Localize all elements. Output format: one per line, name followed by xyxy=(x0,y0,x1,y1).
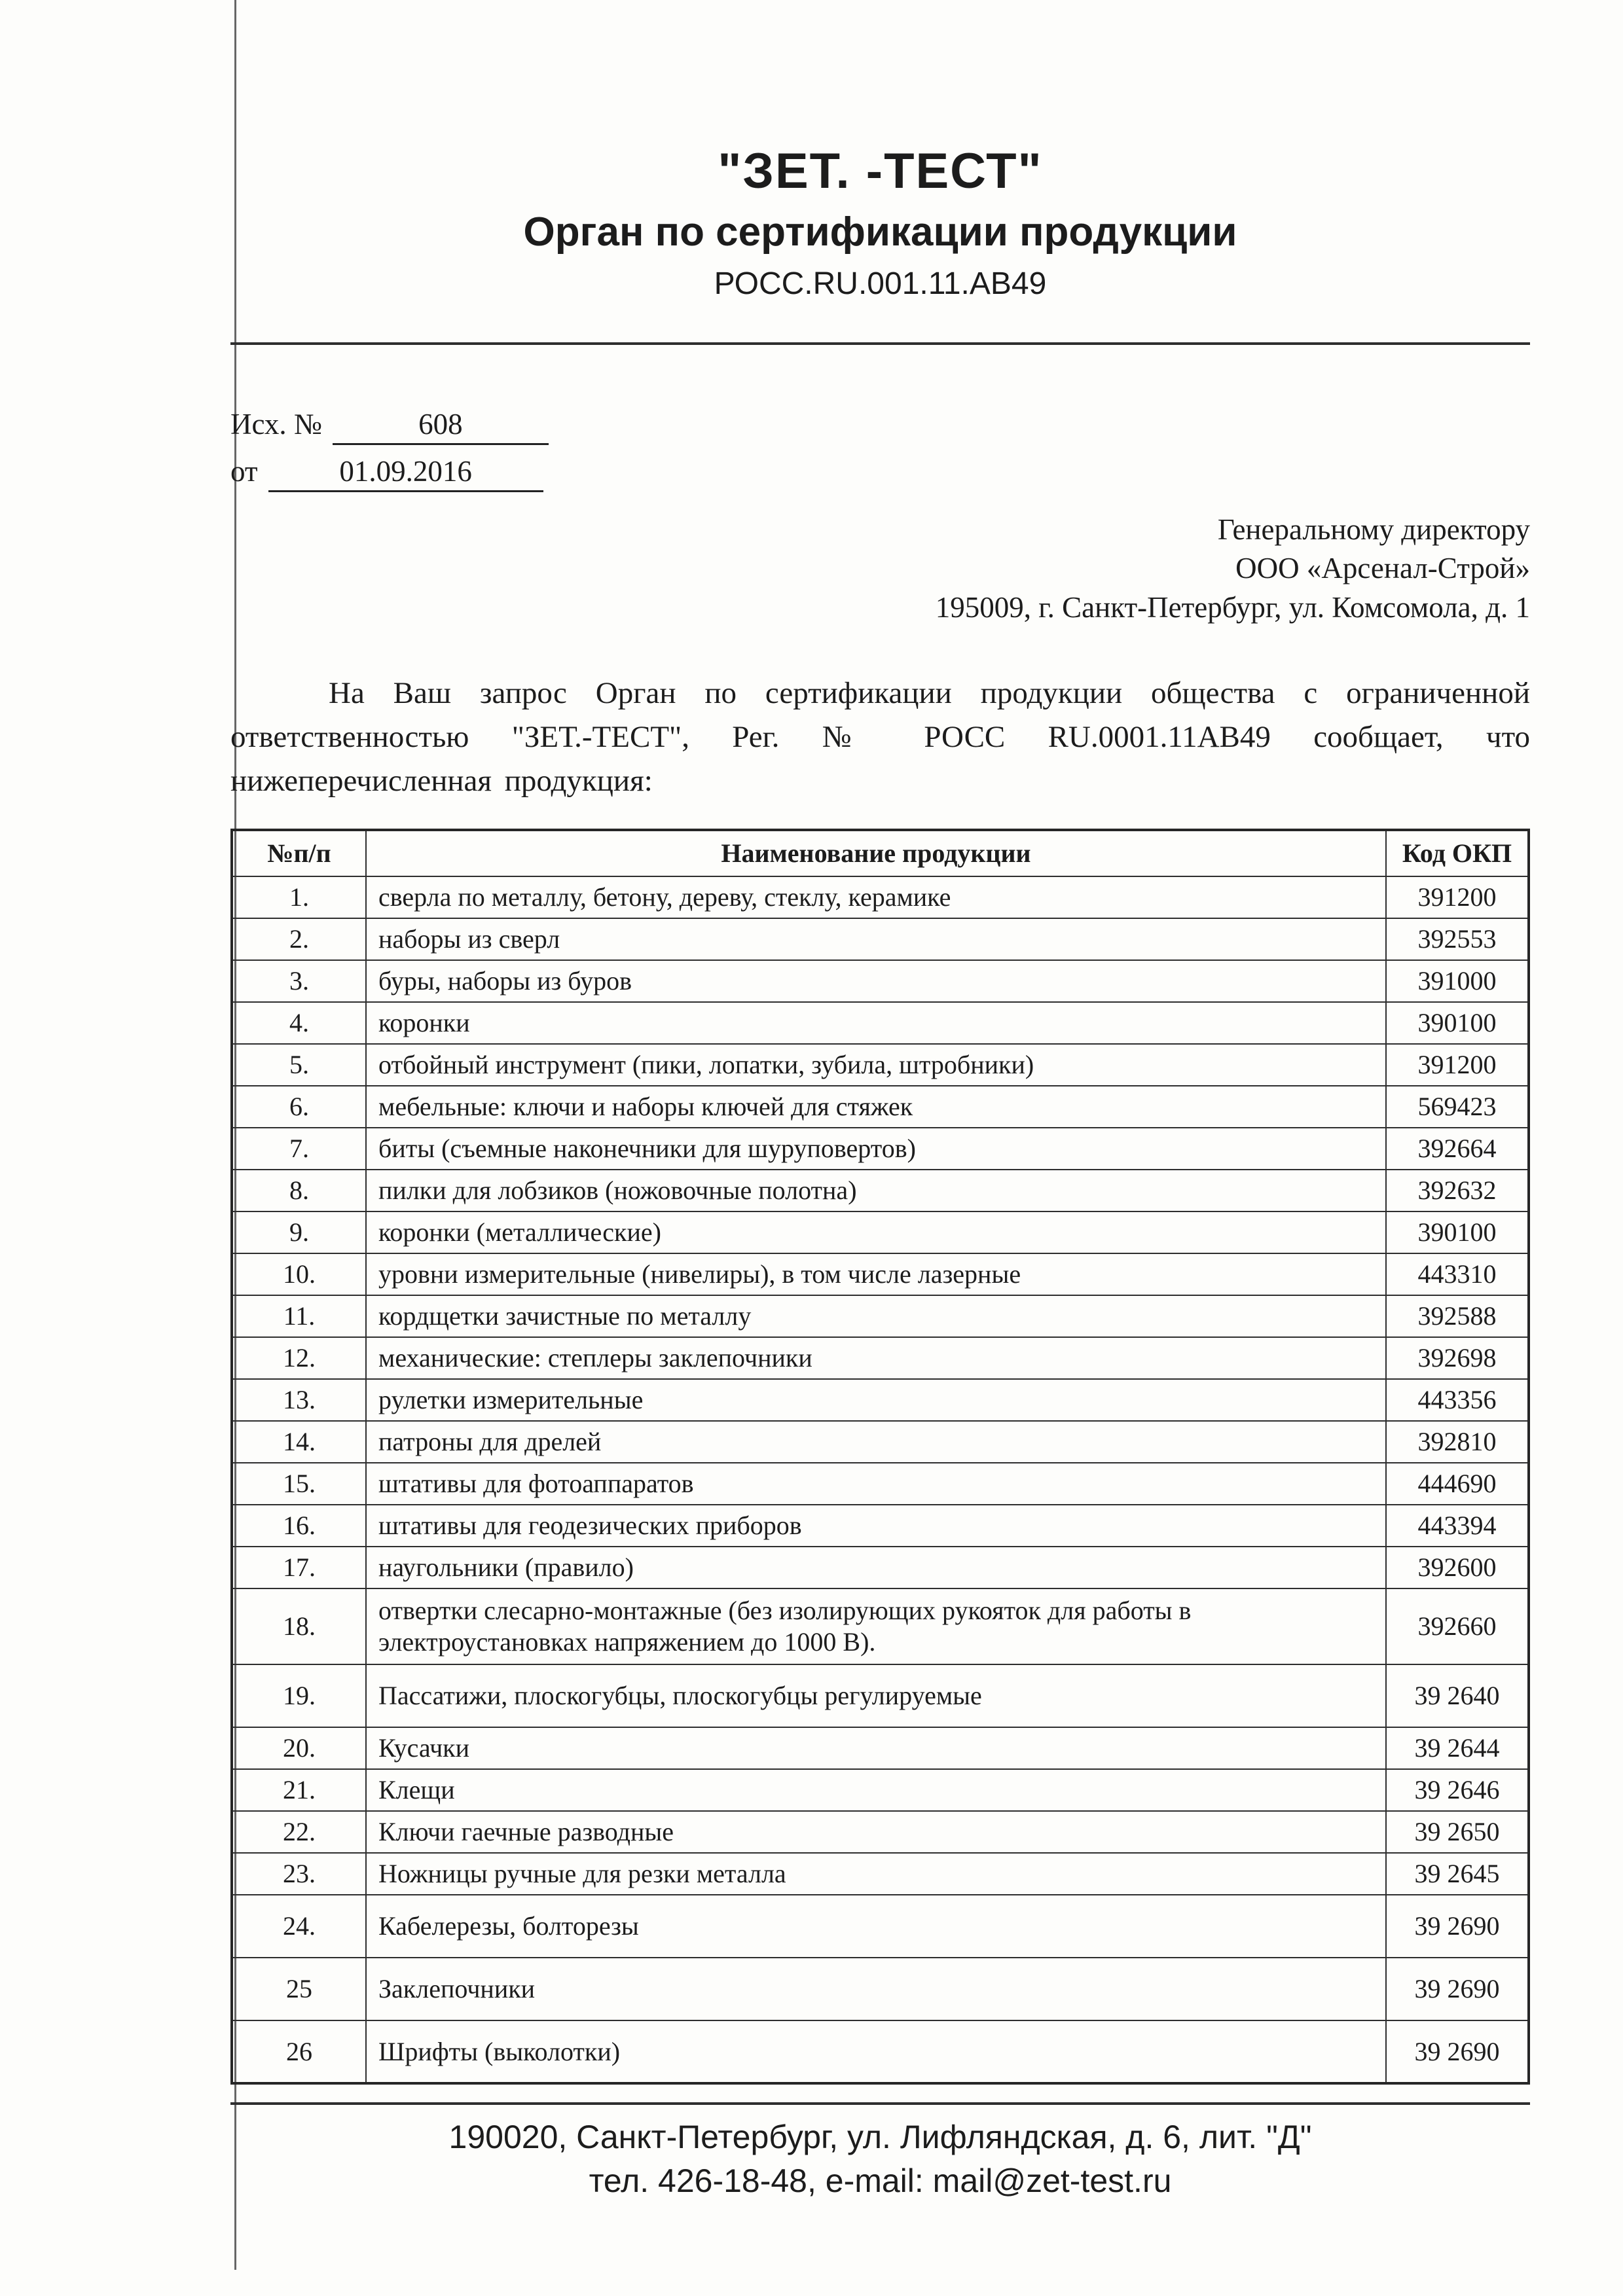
table-row xyxy=(232,1211,1529,1253)
row-number: 1. xyxy=(232,876,366,918)
row-number: 26 xyxy=(232,2020,366,2083)
row-number: 8. xyxy=(232,1170,366,1211)
table-row xyxy=(232,1379,1529,1421)
row-product-name: штативы для геодезических приборов xyxy=(366,1505,1386,1547)
product-table xyxy=(230,829,1530,2085)
table-row xyxy=(232,2020,1529,2083)
header-okp-code: Код ОКП xyxy=(1386,830,1529,876)
document-content xyxy=(230,0,1530,2085)
row-product-name: Кусачки xyxy=(366,1727,1386,1769)
row-number: 12. xyxy=(232,1337,366,1379)
row-number: 9. xyxy=(232,1211,366,1253)
table-row xyxy=(232,1895,1529,1958)
recipient-position: Генеральному директору xyxy=(1217,513,1530,546)
row-okp-code: 39 2650 xyxy=(1386,1811,1529,1853)
table-row xyxy=(232,1588,1529,1664)
table-row xyxy=(232,1421,1529,1463)
letterhead xyxy=(230,0,1530,302)
row-number: 23. xyxy=(232,1853,366,1895)
row-okp-code: 444690 xyxy=(1386,1463,1529,1505)
row-number: 13. xyxy=(232,1379,366,1421)
header-divider xyxy=(230,342,1530,345)
row-okp-code: 390100 xyxy=(1386,1211,1529,1253)
row-okp-code: 39 2640 xyxy=(1386,1664,1529,1727)
row-okp-code: 443356 xyxy=(1386,1379,1529,1421)
row-okp-code: 39 2690 xyxy=(1386,2020,1529,2083)
row-okp-code: 392588 xyxy=(1386,1295,1529,1337)
row-number: 5. xyxy=(232,1044,366,1086)
ref-date-value: 01.09.2016 xyxy=(268,454,543,492)
recipient-company: ООО «Арсенал-Строй» xyxy=(1235,552,1530,585)
table-row xyxy=(232,1811,1529,1853)
row-product-name: Заклепочники xyxy=(366,1958,1386,2020)
row-product-name: отбойный инструмент (пики, лопатки, зубила, штробники) xyxy=(366,1044,1386,1086)
ref-number-line xyxy=(230,407,1530,445)
recipient-address: 195009, г. Санкт-Петербург, ул. Комсомола, д. 1 xyxy=(935,590,1530,624)
row-product-name: Клещи xyxy=(366,1769,1386,1811)
row-okp-code: 569423 xyxy=(1386,1086,1529,1128)
row-number: 19. xyxy=(232,1664,366,1727)
footer-divider xyxy=(230,2102,1530,2105)
table-row xyxy=(232,1547,1529,1588)
ref-number-label: Исх. № xyxy=(230,408,322,440)
row-okp-code: 392664 xyxy=(1386,1128,1529,1170)
row-okp-code: 39 2646 xyxy=(1386,1769,1529,1811)
row-product-name: наборы из сверл xyxy=(366,918,1386,960)
row-product-name: Ножницы ручные для резки металла xyxy=(366,1853,1386,1895)
row-number: 17. xyxy=(232,1547,366,1588)
row-okp-code: 392698 xyxy=(1386,1337,1529,1379)
table-row xyxy=(232,1170,1529,1211)
body-paragraph: На Ваш запрос Орган по сертификации продукции общества с ограниченной ответственностью "ЗЕТ.-ТЕСТ", Рег. № РОСС RU.0001.11АВ49 сообщает, что нижеперечисленная продукция: xyxy=(230,676,1530,798)
row-number: 25 xyxy=(232,1958,366,2020)
row-number: 14. xyxy=(232,1421,366,1463)
org-title: "ЗЕТ. -ТЕСТ" xyxy=(718,143,1043,199)
document-footer xyxy=(230,2102,1530,2203)
row-number: 20. xyxy=(232,1727,366,1769)
table-row xyxy=(232,1086,1529,1128)
row-okp-code: 443394 xyxy=(1386,1505,1529,1547)
row-okp-code: 392632 xyxy=(1386,1170,1529,1211)
row-product-name: отвертки слесарно-монтажные (без изолирующих рукояток для работы в электроустановках напряжением до 1000 В). xyxy=(366,1588,1386,1664)
row-product-name: Пассатижи, плоскогубцы, плоскогубцы регулируемые xyxy=(366,1664,1386,1727)
row-product-name: коронки (металлические) xyxy=(366,1211,1386,1253)
row-okp-code: 392553 xyxy=(1386,918,1529,960)
row-number: 7. xyxy=(232,1128,366,1170)
row-product-name: биты (съемные наконечники для шуруповертов) xyxy=(366,1128,1386,1170)
row-product-name: Кабелерезы, болторезы xyxy=(366,1895,1386,1958)
row-okp-code: 39 2645 xyxy=(1386,1853,1529,1895)
row-number: 6. xyxy=(232,1086,366,1128)
row-number: 22. xyxy=(232,1811,366,1853)
row-product-name: штативы для фотоаппаратов xyxy=(366,1463,1386,1505)
table-row xyxy=(232,1463,1529,1505)
row-number: 21. xyxy=(232,1769,366,1811)
table-row xyxy=(232,1505,1529,1547)
table-row xyxy=(232,1337,1529,1379)
row-okp-code: 39 2690 xyxy=(1386,1958,1529,2020)
header-row-number: №п/п xyxy=(232,830,366,876)
table-row xyxy=(232,918,1529,960)
table-row xyxy=(232,1253,1529,1295)
org-reg-number: РОСС.RU.001.11.АВ49 xyxy=(714,266,1047,301)
table-row xyxy=(232,1727,1529,1769)
table-row xyxy=(232,1853,1529,1895)
table-header-row xyxy=(232,830,1529,876)
table-row xyxy=(232,1958,1529,2020)
row-number: 18. xyxy=(232,1588,366,1664)
outgoing-ref-block xyxy=(230,407,1530,492)
row-okp-code: 390100 xyxy=(1386,1002,1529,1044)
ref-date-line xyxy=(230,454,1530,492)
row-number: 15. xyxy=(232,1463,366,1505)
row-okp-code: 391000 xyxy=(1386,960,1529,1002)
row-okp-code: 391200 xyxy=(1386,1044,1529,1086)
footer-contacts: тел. 426-18-48, e-mail: mail@zet-test.ru xyxy=(589,2162,1172,2199)
row-product-name: рулетки измерительные xyxy=(366,1379,1386,1421)
row-product-name: пилки для лобзиков (ножовочные полотна) xyxy=(366,1170,1386,1211)
row-okp-code: 392600 xyxy=(1386,1547,1529,1588)
row-okp-code: 391200 xyxy=(1386,876,1529,918)
footer-address: 190020, Санкт-Петербург, ул. Лифляндская, д. 6, лит. "Д" xyxy=(448,2119,1312,2155)
row-number: 10. xyxy=(232,1253,366,1295)
row-product-name: сверла по металлу, бетону, дереву, стеклу, керамике xyxy=(366,876,1386,918)
row-number: 2. xyxy=(232,918,366,960)
table-row xyxy=(232,1664,1529,1727)
ref-number-value: 608 xyxy=(333,407,549,445)
row-number: 16. xyxy=(232,1505,366,1547)
row-okp-code: 39 2644 xyxy=(1386,1727,1529,1769)
row-product-name: кордщетки зачистные по металлу xyxy=(366,1295,1386,1337)
row-okp-code: 443310 xyxy=(1386,1253,1529,1295)
product-table-body xyxy=(232,876,1529,2083)
row-product-name: коронки xyxy=(366,1002,1386,1044)
row-product-name: патроны для дрелей xyxy=(366,1421,1386,1463)
table-row xyxy=(232,1128,1529,1170)
ref-date-label: от xyxy=(230,455,258,488)
recipient-block xyxy=(230,511,1530,627)
row-number: 4. xyxy=(232,1002,366,1044)
row-okp-code: 392810 xyxy=(1386,1421,1529,1463)
row-okp-code: 39 2690 xyxy=(1386,1895,1529,1958)
row-product-name: наугольники (правило) xyxy=(366,1547,1386,1588)
org-subtitle: Орган по сертификации продукции xyxy=(523,209,1237,255)
row-product-name: буры, наборы из буров xyxy=(366,960,1386,1002)
table-row xyxy=(232,960,1529,1002)
row-product-name: Ключи гаечные разводные xyxy=(366,1811,1386,1853)
row-product-name: уровни измерительные (нивелиры), в том числе лазерные xyxy=(366,1253,1386,1295)
header-product-name: Наименование продукции xyxy=(366,830,1386,876)
table-row xyxy=(232,876,1529,918)
row-number: 11. xyxy=(232,1295,366,1337)
row-number: 24. xyxy=(232,1895,366,1958)
table-row xyxy=(232,1769,1529,1811)
table-row xyxy=(232,1044,1529,1086)
table-row xyxy=(232,1002,1529,1044)
table-row xyxy=(232,1295,1529,1337)
row-product-name: Шрифты (выколотки) xyxy=(366,2020,1386,2083)
row-number: 3. xyxy=(232,960,366,1002)
row-product-name: механические: степлеры заклепочники xyxy=(366,1337,1386,1379)
product-table-head xyxy=(232,830,1529,876)
row-okp-code: 392660 xyxy=(1386,1588,1529,1664)
row-product-name: мебельные: ключи и наборы ключей для стяжек xyxy=(366,1086,1386,1128)
